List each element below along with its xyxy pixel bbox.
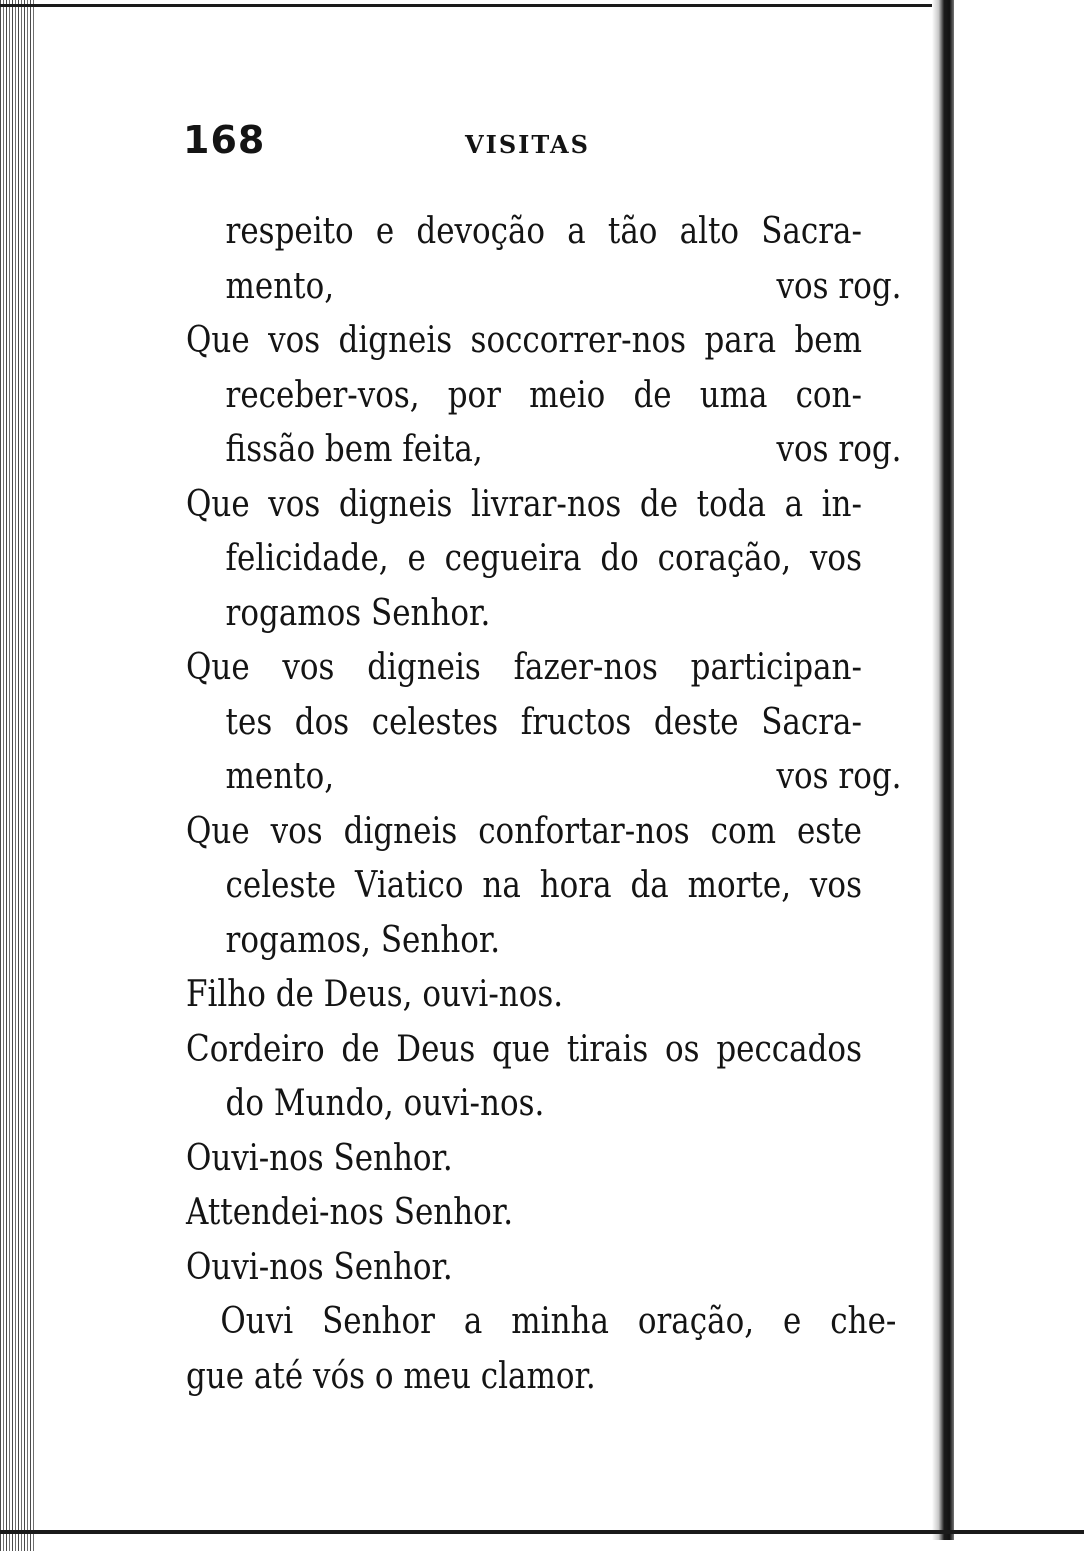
line-text: Que vos digneis confortar-nos com este <box>186 810 862 852</box>
line-text: fissão bem feita, <box>225 429 483 470</box>
book-top-edge <box>0 4 940 7</box>
text-line <box>186 260 902 315</box>
line-text: Ouvi Senhor a minha oração, e che- <box>220 1301 897 1342</box>
text-line <box>186 1132 862 1187</box>
page-header <box>183 118 863 178</box>
text-line <box>186 641 862 696</box>
text-line <box>186 1295 896 1350</box>
line-text: rogamos, Senhor. <box>225 919 501 961</box>
text-line <box>186 914 902 969</box>
book-bottom-edge <box>0 1530 1084 1534</box>
text-line <box>186 696 862 751</box>
running-title: VISITAS <box>465 130 590 159</box>
line-text: tes dos celestes fructos deste Sacra- <box>225 701 862 743</box>
text-line <box>186 314 862 369</box>
text-line <box>186 859 862 914</box>
line-text: respeito e devoção a tão alto Sacra- <box>225 211 862 252</box>
text-line <box>186 1350 862 1405</box>
line-text: Cordeiro de Deus que tirais os peccados <box>186 1028 862 1070</box>
text-line <box>186 1241 862 1296</box>
page-number: 168 <box>183 118 266 162</box>
text-line <box>186 1186 862 1241</box>
text-line <box>186 532 862 587</box>
line-text: do Mundo, ouvi-nos. <box>225 1083 545 1124</box>
line-text: gue até vós o meu clamor. <box>186 1355 596 1397</box>
right-margin <box>954 0 1084 1540</box>
response-text: vos rog. <box>776 756 902 797</box>
line-text: Que vos digneis soccorrer-nos para bem <box>186 320 862 361</box>
line-text: Ouvi-nos Senhor. <box>186 1246 453 1288</box>
text-line <box>186 205 862 260</box>
book-spine <box>932 0 954 1540</box>
line-text: Que vos digneis fazer-nos participan- <box>186 647 862 688</box>
book-left-edge <box>0 0 36 1551</box>
page-body-text <box>186 205 902 1404</box>
line-text: celeste Viatico na hora da morte, vos <box>225 865 862 906</box>
line-text: Filho de Deus, ouvi-nos. <box>186 974 564 1015</box>
text-line <box>186 478 862 533</box>
text-line <box>186 968 862 1023</box>
line-text: rogamos Senhor. <box>225 592 491 634</box>
line-text: mento, <box>225 265 335 307</box>
text-line <box>186 1077 902 1132</box>
line-text: Ouvi-nos Senhor. <box>186 1137 453 1179</box>
response-text: vos rog. <box>776 429 902 470</box>
text-line <box>186 805 862 860</box>
line-text: Que vos digneis livrar-nos de toda a in- <box>186 483 862 525</box>
text-line <box>186 423 902 478</box>
line-text: mento, <box>225 756 335 797</box>
text-line <box>186 369 862 424</box>
response-text: vos rog. <box>776 265 902 307</box>
line-text: receber-vos, por meio de uma con- <box>225 374 862 416</box>
line-text: Attendei-nos Senhor. <box>186 1192 514 1233</box>
text-line <box>186 587 902 642</box>
line-text: felicidade, e cegueira do coração, vos <box>225 538 862 579</box>
text-line <box>186 750 902 805</box>
text-line <box>186 1023 862 1078</box>
